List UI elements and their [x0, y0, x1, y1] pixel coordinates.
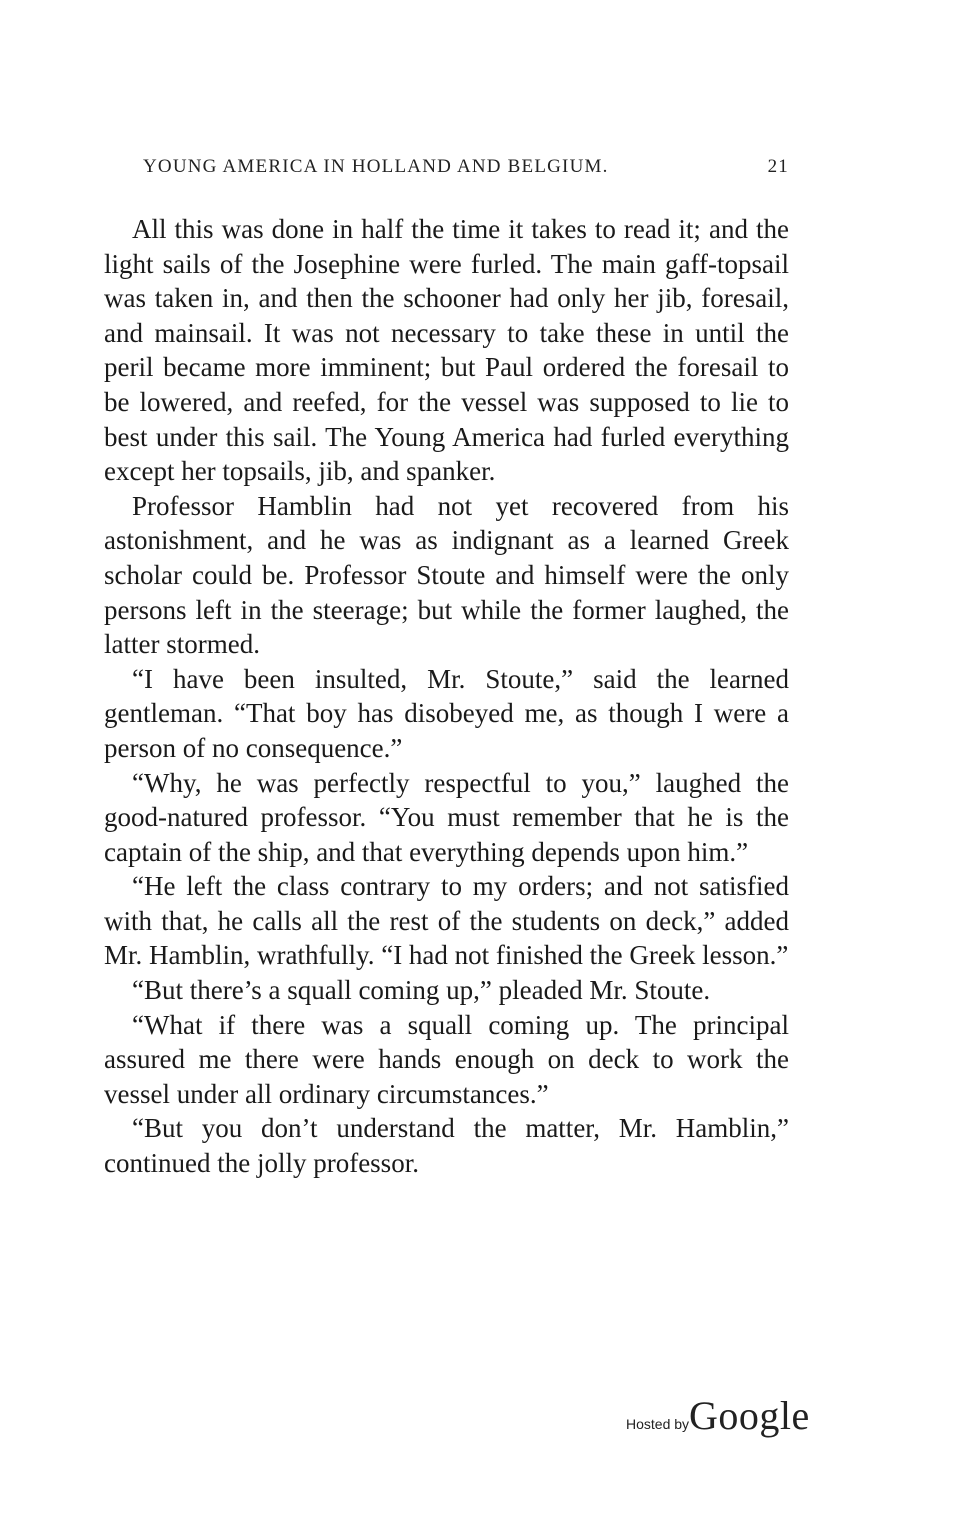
running-head [143, 156, 789, 186]
paragraph: “What if there was a squall coming up. The principal assured me there were hands enough on deck to work the vessel under all ordinary circumstances.” [104, 1009, 789, 1109]
paragraph: “But you don’t understand the matter, Mr. Hamblin,” continued the jolly professor. [104, 1113, 789, 1179]
hosted-by-google-watermark [626, 1392, 810, 1448]
paragraph: “I have been insulted, Mr. Stoute,” said the learned gentleman. “That boy has disobeyed me, as though I were a person of no consequence.” [104, 663, 789, 763]
paragraph: All this was done in half the time it takes to read it; and the light sails of the Josephine were furled. The main gaff-topsail was taken in, and then the schooner had only her jib, foresail, and mainsail. It was not necessary to take these in until the peril became more imminent; but Paul ordered the foresail to be lowered, and reefed, for the vessel was supposed to lie to best under this sail. The Young America had furled everything except her topsails, jib, and spanker. [104, 214, 789, 487]
google-logo-text: Google [689, 1393, 810, 1438]
paragraph: Professor Hamblin had not yet recovered from his astonishment, and he was as indignant as a learned Greek scholar could be. Professor Stoute and himself were the only persons left in the steerage; but while the former laughed, the latter stormed. [104, 490, 789, 660]
paragraph: “Why, he was perfectly respectful to you,” laughed the good-natured professor. “You must remember that he is the captain of the ship, and that everything depends upon him.” [104, 767, 789, 867]
paragraph: “He left the class contrary to my orders; and not satisfied with that, he calls all the rest of the students on deck,” added Mr. Hamblin, wrathfully. “I had not finished the Greek lesson.” [104, 871, 789, 971]
page-number: 21 [767, 156, 789, 177]
hosted-by-label: Hosted by [626, 1416, 690, 1432]
body-text [104, 212, 789, 1181]
running-head-title: YOUNG AMERICA IN HOLLAND AND BELGIUM. [143, 156, 609, 177]
paragraph: “But there’s a squall coming up,” pleaded Mr. Stoute. [132, 975, 711, 1006]
